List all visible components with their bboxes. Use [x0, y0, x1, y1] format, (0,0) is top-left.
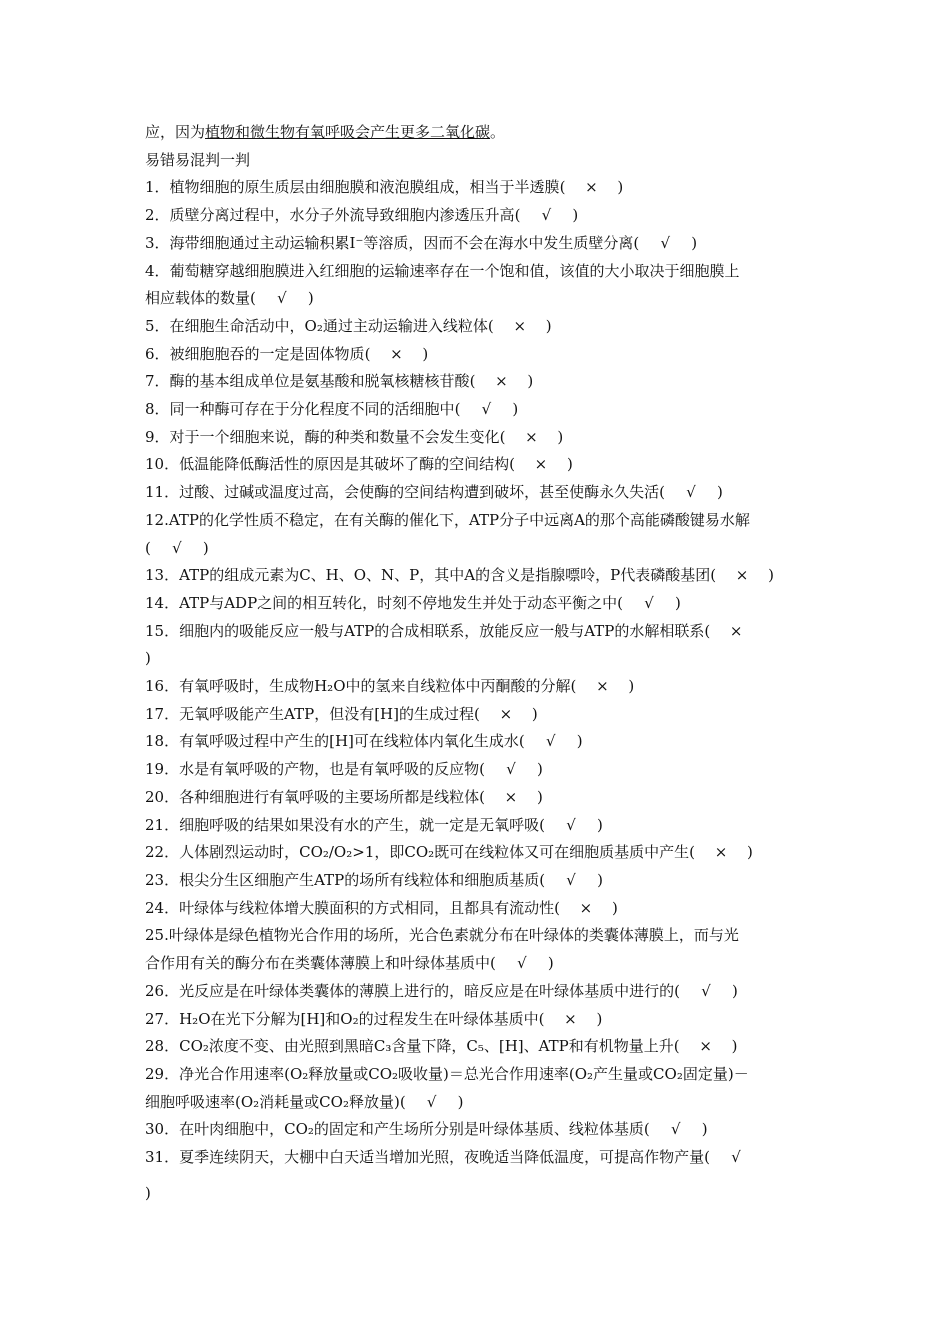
- answer-mark: ×: [534, 455, 548, 474]
- item-text: 海带细胞通过主动运输积累I⁻等溶质，因而不会在海水中发生质壁分离: [169, 233, 634, 252]
- item-text: 同一种酶可存在于分化程度不同的活细胞中: [169, 400, 455, 419]
- answer-mark: ×: [390, 344, 403, 363]
- item-text: 夏季连续阴天，大棚中白天适当增加光照，夜晚适当降低温度，可提高作物产量: [179, 1148, 705, 1167]
- answer-mark: ×: [499, 704, 513, 723]
- item-text: 根尖分生区细胞产生ATP的场所有线粒体和细胞质基质: [179, 870, 540, 889]
- list-item: [145, 922, 815, 950]
- item-text: 植物细胞的原生质层由细胞膜和液泡膜组成，相当于半透膜: [169, 178, 560, 197]
- item-number: 27．: [145, 1009, 180, 1028]
- answer-mark: ×: [564, 1009, 577, 1028]
- intro-suffix: 。: [490, 123, 506, 141]
- answer-mark: ×: [699, 1037, 712, 1056]
- item-text: 对于一个细胞来说，酶的种类和数量不会发生变化: [169, 427, 500, 446]
- item-number: 14．: [145, 593, 180, 612]
- item-text: 叶绿体是绿色植物光合作用的场所，光合色素就分布在叶绿体的类囊体薄膜上，而与光: [168, 926, 739, 945]
- item-number: 19．: [145, 760, 180, 779]
- item-text-cont: 合作用有关的酶分布在类囊体薄膜上和叶绿体基质中: [145, 954, 491, 973]
- answer-mark: √: [686, 483, 696, 502]
- answer-mark: √: [517, 954, 527, 973]
- list-item: 7．酶的基本组成单位是氨基酸和脱氧核糖核苷酸( × ): [145, 368, 815, 396]
- item-text: 无氧呼吸能产生ATP，但没有[H]的生成过程: [179, 704, 474, 723]
- item-number: 17．: [145, 704, 180, 723]
- list-item: [145, 258, 815, 286]
- item-text: 细胞内的吸能反应一般与ATP的合成相联系，放能反应一般与ATP的水解相联系: [179, 621, 705, 640]
- item-text: 质壁分离过程中，水分子外流导致细胞内渗透压升高: [169, 206, 515, 225]
- answer-mark: √: [660, 233, 671, 252]
- intro-line: [145, 119, 815, 147]
- list-item: 31．夏季连续阴天，大棚中白天适当增加光照，夜晚适当降低温度，可提高作物产量( √: [145, 1144, 815, 1172]
- item-text: 光反应是在叶绿体类囊体的薄膜上进行的，暗反应是在叶绿体基质中进行的: [179, 981, 675, 1000]
- item-text: 被细胞胞吞的一定是固体物质: [169, 344, 365, 363]
- item-text: 人体剧烈运动时，CO₂/O₂>1，即CO₂既可在线粒体又可在细胞质基质中产生: [179, 843, 690, 862]
- answer-mark: √: [731, 1148, 741, 1167]
- list-item: 23．根尖分生区细胞产生ATP的场所有线粒体和细胞质基质( √ ): [145, 867, 815, 895]
- item-number: 7．: [145, 372, 170, 391]
- answer-mark: √: [172, 538, 182, 557]
- item-text: 有氧呼吸过程中产生的[H]可在线粒体内氧化生成水: [179, 732, 519, 751]
- answer-mark: √: [426, 1092, 437, 1111]
- answer-mark: ×: [735, 566, 749, 585]
- item-text: ATP的组成元素为C、H、O、N、P，其中A的含义是指腺嘌呤，P代表磷酸基团: [179, 566, 711, 585]
- list-item-continuation: ( √ ): [145, 535, 815, 563]
- item-number: 26．: [145, 981, 180, 1000]
- list-item: 28．CO₂浓度不变、由光照到黑暗C₃含量下降，C₅、[H]、ATP和有机物量上升( × ): [145, 1033, 815, 1061]
- item-text: 叶绿体与线粒体增大膜面积的方式相同，且都具有流动性: [179, 898, 555, 917]
- item-number: 6．: [145, 344, 170, 363]
- item-text: 各种细胞进行有氧呼吸的主要场所都是线粒体: [179, 787, 480, 806]
- list-item: 21．细胞呼吸的结果如果没有水的产生，就一定是无氧呼吸( √ ): [145, 812, 815, 840]
- list-item: 24．叶绿体与线粒体增大膜面积的方式相同，且都具有流动性( × ): [145, 895, 815, 923]
- item-number: 23．: [145, 870, 180, 889]
- list-item-close: ): [145, 1183, 151, 1202]
- answer-mark: ×: [525, 427, 538, 446]
- item-number: 18．: [145, 732, 180, 751]
- item-text: CO₂浓度不变、由光照到黑暗C₃含量下降，C₅、[H]、ATP和有机物量上升: [179, 1037, 674, 1056]
- item-text: ATP的化学性质不稳定，在有关酶的催化下，ATP分子中远离A的那个高能磷酸键易水解: [168, 510, 750, 529]
- list-item: 27．H₂O在光下分解为[H]和O₂的过程发生在叶绿体基质中( × ): [145, 1006, 815, 1034]
- item-number: 11．: [145, 483, 180, 502]
- item-number: 15．: [145, 621, 180, 640]
- answer-mark: ×: [585, 178, 598, 197]
- item-text: 低温能降低酶活性的原因是其破坏了酶的空间结构: [179, 455, 510, 474]
- item-text-cont: 细胞呼吸速率(O₂消耗量或CO₂释放量): [145, 1092, 400, 1111]
- list-item: 14．ATP与ADP之间的相互转化，时刻不停地发生并处于动态平衡之中( √ ): [145, 590, 815, 618]
- item-text: 净光合作用速率(O₂释放量或CO₂吸收量)＝总光合作用速率(O₂产生量或CO₂固定量)－: [179, 1064, 749, 1083]
- list-item: 2．质壁分离过程中，水分子外流导致细胞内渗透压升高( √ ): [145, 202, 815, 230]
- item-number: 2．: [145, 206, 170, 225]
- list-item: 26．光反应是在叶绿体类囊体的薄膜上进行的，暗反应是在叶绿体基质中进行的( √ ): [145, 978, 815, 1006]
- intro-underlined: 植物和微生物有氧呼吸会产生更多二氧化碳: [205, 123, 491, 141]
- list-item: 11．过酸、过碱或温度过高，会使酶的空间结构遭到破坏，甚至使酶永久失活( √ ): [145, 479, 815, 507]
- answer-mark: ×: [513, 316, 527, 335]
- list-item-continuation: 相应载体的数量( √ ): [145, 285, 815, 313]
- list-item-continuation: 细胞呼吸速率(O₂消耗量或CO₂释放量)( √ ): [145, 1089, 815, 1117]
- item-number: 29．: [145, 1064, 180, 1083]
- item-number: 28．: [145, 1037, 180, 1056]
- answer-mark: √: [506, 760, 516, 779]
- list-item: 13．ATP的组成元素为C、H、O、N、P，其中A的含义是指腺嘌呤，P代表磷酸基团( × ): [145, 562, 815, 590]
- item-number: 12.: [145, 510, 169, 529]
- item-text: ATP与ADP之间的相互转化，时刻不停地发生并处于动态平衡之中: [179, 593, 618, 612]
- list-item: 17．无氧呼吸能产生ATP，但没有[H]的生成过程( × ): [145, 701, 815, 729]
- answer-mark: √: [545, 732, 556, 751]
- item-number: 25.: [145, 926, 169, 945]
- answer-mark: ×: [495, 372, 508, 391]
- item-text: 在细胞生命活动中，O₂通过主动运输进入线粒体: [169, 316, 488, 335]
- item-text: H₂O在光下分解为[H]和O₂的过程发生在叶绿体基质中: [179, 1009, 539, 1028]
- list-item: 10．低温能降低酶活性的原因是其破坏了酶的空间结构( × ): [145, 451, 815, 479]
- list-item-continuation: 合作用有关的酶分布在类囊体薄膜上和叶绿体基质中( √ ): [145, 950, 815, 978]
- item-number: 3．: [145, 233, 170, 252]
- item-text-cont: 相应载体的数量: [145, 289, 251, 308]
- intro-prefix: 应，因为: [145, 123, 206, 141]
- answer-mark: ×: [504, 787, 518, 806]
- list-item: 20．各种细胞进行有氧呼吸的主要场所都是线粒体( × ): [145, 784, 815, 812]
- item-number: 9．: [145, 427, 170, 446]
- item-text: 过酸、过碱或温度过高，会使酶的空间结构遭到破坏，甚至使酶永久失活: [179, 483, 660, 502]
- item-text: 酶的基本组成单位是氨基酸和脱氧核糖核苷酸: [169, 372, 470, 391]
- list-item: 1．植物细胞的原生质层由细胞膜和液泡膜组成，相当于半透膜( × ): [145, 174, 815, 202]
- item-text: 在叶肉细胞中，CO₂的固定和产生场所分别是叶绿体基质、线粒体基质: [179, 1120, 644, 1139]
- list-item: 3．海带细胞通过主动运输积累I⁻等溶质，因而不会在海水中发生质壁分离( √ ): [145, 230, 815, 258]
- list-item: 15．细胞内的吸能反应一般与ATP的合成相联系，放能反应一般与ATP的水解相联系( ×: [145, 618, 815, 646]
- list-item: 8．同一种酶可存在于分化程度不同的活细胞中( √ ): [145, 396, 815, 424]
- answer-mark: ×: [596, 677, 609, 696]
- item-text: 葡萄糖穿越细胞膜进入红细胞的运输速率存在一个饱和值，该值的大小取决于细胞膜上: [169, 261, 740, 280]
- item-number: 1．: [145, 178, 170, 197]
- judgement-list: [145, 174, 815, 1207]
- list-item: 30．在叶肉细胞中，CO₂的固定和产生场所分别是叶绿体基质、线粒体基质( √ ): [145, 1116, 815, 1144]
- answer-mark: √: [566, 870, 576, 889]
- answer-mark: √: [481, 400, 492, 419]
- item-number: 30．: [145, 1120, 180, 1139]
- item-number: 16．: [145, 677, 180, 696]
- item-number: 31．: [145, 1148, 180, 1167]
- answer-mark: √: [701, 981, 711, 1000]
- list-item: 19．水是有氧呼吸的产物，也是有氧呼吸的反应物( √ ): [145, 756, 815, 784]
- item-number: 8．: [145, 400, 170, 419]
- section-title: 易错易混判一判: [145, 150, 251, 169]
- answer-mark: ×: [579, 898, 593, 917]
- item-number: 10．: [145, 455, 180, 474]
- list-item: [145, 507, 815, 535]
- item-number: 5．: [145, 316, 170, 335]
- item-number: 22．: [145, 843, 180, 862]
- item-text: 有氧呼吸时，生成物H₂O中的氢来自线粒体中丙酮酸的分解: [179, 677, 571, 696]
- list-item: 22．人体剧烈运动时，CO₂/O₂>1，即CO₂既可在线粒体又可在细胞质基质中产生( × ): [145, 839, 815, 867]
- item-text: 水是有氧呼吸的产物，也是有氧呼吸的反应物: [179, 760, 480, 779]
- list-item: 9．对于一个细胞来说，酶的种类和数量不会发生变化( × ): [145, 424, 815, 452]
- list-item: 6．被细胞胞吞的一定是固体物质( × ): [145, 341, 815, 369]
- list-item-close: ): [145, 649, 151, 668]
- document-body: [145, 119, 815, 1207]
- list-item: 16．有氧呼吸时，生成物H₂O中的氢来自线粒体中丙酮酸的分解( × ): [145, 673, 815, 701]
- item-number: 21．: [145, 815, 180, 834]
- item-text: 细胞呼吸的结果如果没有水的产生，就一定是无氧呼吸: [179, 815, 540, 834]
- answer-mark: √: [644, 593, 654, 612]
- item-number: 20．: [145, 787, 180, 806]
- answer-mark: √: [670, 1120, 681, 1139]
- answer-mark: √: [541, 206, 552, 225]
- list-item: 18．有氧呼吸过程中产生的[H]可在线粒体内氧化生成水( √ ): [145, 728, 815, 756]
- answer-mark: ×: [714, 843, 728, 862]
- item-number: 13．: [145, 566, 180, 585]
- list-item: 5．在细胞生命活动中，O₂通过主动运输进入线粒体( × ): [145, 313, 815, 341]
- item-number: 24．: [145, 898, 180, 917]
- item-number: 4．: [145, 261, 170, 280]
- answer-mark: ×: [729, 621, 743, 640]
- answer-mark: √: [277, 289, 287, 308]
- answer-mark: √: [566, 815, 576, 834]
- list-item: [145, 1061, 815, 1089]
